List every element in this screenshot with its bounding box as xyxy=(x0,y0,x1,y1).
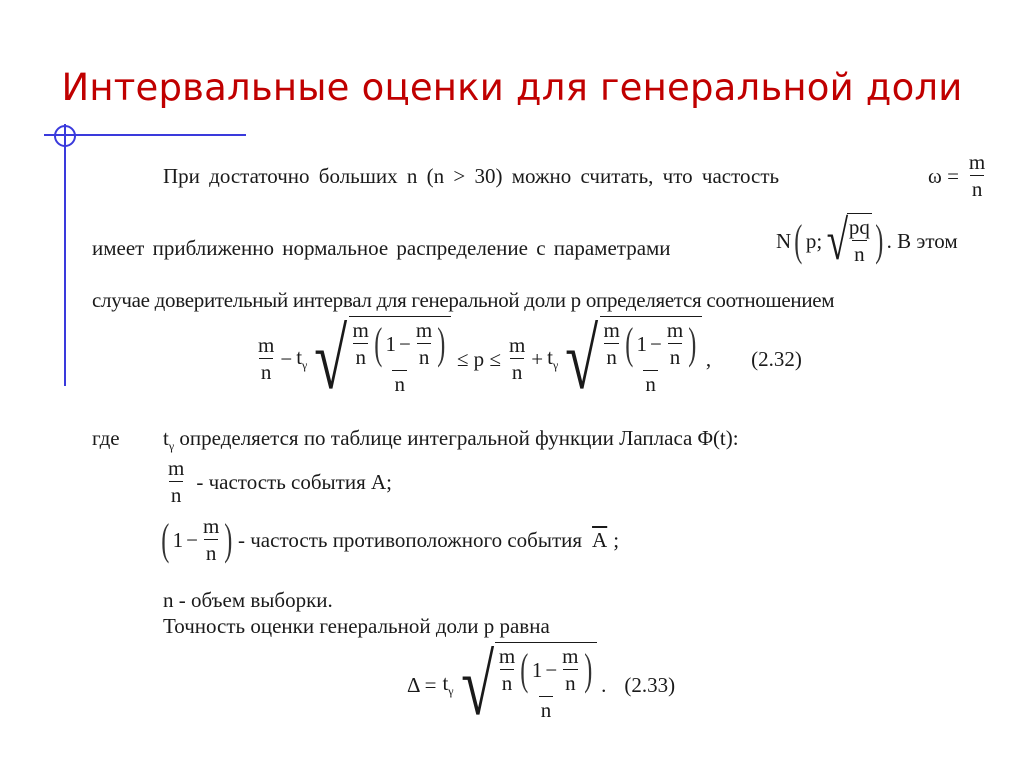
semicolon: ; xyxy=(613,527,620,552)
numerator: m xyxy=(168,456,185,480)
radicand xyxy=(495,642,597,728)
formula-omega xyxy=(928,152,987,200)
gamma-subscript: γ xyxy=(302,358,308,372)
where-t-definition: $t_\gamma$ определяется по таблице интегральной функции Лапласа Φ(t): xyxy=(163,426,739,453)
gamma-subscript: γ xyxy=(168,439,175,453)
denominator: n xyxy=(540,698,552,722)
minus-sign: − xyxy=(650,331,662,356)
numerator: m xyxy=(508,333,526,357)
precision-text: Точность оценки генеральной доли p равна xyxy=(163,614,550,638)
denominator: n xyxy=(170,483,182,507)
fraction-m-over-n xyxy=(201,516,221,564)
radical-sign: √ xyxy=(460,637,494,733)
definition-text: - частость противоположного события xyxy=(238,527,583,552)
left-paren: ( xyxy=(161,515,170,564)
numerator: m xyxy=(498,644,516,668)
sqrt-right xyxy=(558,311,702,407)
right-paren: ) xyxy=(875,216,884,265)
denominator: n xyxy=(205,541,217,565)
fraction-m-over-n xyxy=(497,646,517,694)
comma: , xyxy=(705,346,712,371)
fraction-m-over-n xyxy=(602,320,622,368)
radical-sign: √ xyxy=(314,311,348,407)
p-symbol: p; xyxy=(805,228,823,253)
one: 1 xyxy=(531,657,543,682)
radicand xyxy=(349,316,451,402)
decorative-vertical-line xyxy=(64,124,66,386)
fraction-m-over-n xyxy=(166,458,186,506)
N-symbol: N xyxy=(776,228,792,253)
t-symbol: t xyxy=(547,345,553,369)
minus-sign: − xyxy=(399,331,411,356)
formula-2-33 xyxy=(407,637,676,733)
delta-equals: Δ = xyxy=(407,672,437,697)
numerator: m xyxy=(603,318,620,342)
inner-numerator xyxy=(600,320,702,370)
denominator: n xyxy=(971,177,983,201)
radicand xyxy=(600,316,702,402)
gamma-subscript: γ xyxy=(448,684,454,698)
denominator: n xyxy=(645,372,656,396)
equation-label: (2.33) xyxy=(624,672,676,697)
radicand xyxy=(847,213,872,269)
paragraph-line-3: случае доверительный интервал для генеральной доли p определяется соотношением xyxy=(92,288,835,312)
fraction-m-over-n xyxy=(351,320,371,368)
definition-m-over-n xyxy=(166,458,392,506)
minus-sign: − xyxy=(280,346,293,371)
fraction-inner xyxy=(495,646,597,721)
numerator: m xyxy=(666,318,684,342)
fraction-m-over-n xyxy=(967,152,987,200)
left-paren: ( xyxy=(374,319,383,368)
numerator: m xyxy=(203,514,220,538)
minus-sign: − xyxy=(545,657,558,682)
denominator: n xyxy=(854,242,865,266)
t-gamma xyxy=(442,671,453,699)
denominator: n xyxy=(260,360,272,384)
definition-n: n - объем выборки. xyxy=(163,588,333,612)
fraction-m-over-n xyxy=(256,335,276,383)
right-paren: ) xyxy=(583,645,592,694)
sqrt xyxy=(454,637,598,733)
inner-numerator xyxy=(349,320,451,370)
left-paren: ( xyxy=(794,216,803,265)
denominator: n xyxy=(565,671,576,695)
definition-complement xyxy=(158,516,619,564)
formula-2-32 xyxy=(256,311,802,407)
one: 1 xyxy=(172,527,184,552)
numerator: m xyxy=(415,318,433,342)
fraction-inner xyxy=(349,320,451,395)
numerator: m xyxy=(258,333,275,357)
line2-tail: . В этом xyxy=(886,228,958,253)
t-gamma xyxy=(547,345,558,373)
fraction-inner xyxy=(600,320,702,395)
one: 1 xyxy=(385,331,397,356)
right-paren: ) xyxy=(224,515,233,564)
fraction-m-over-n xyxy=(414,320,434,368)
denominator: n xyxy=(394,372,405,396)
where-label: где xyxy=(92,426,120,450)
denominator: n xyxy=(669,345,681,369)
where-t-text: определяется по таблице интегральной функции Лапласа Φ(t): xyxy=(179,426,739,450)
t-symbol: t xyxy=(442,671,449,695)
denominator: n xyxy=(511,360,523,384)
slide-title: Интервальные оценки для генеральной доли xyxy=(61,66,963,109)
numerator: pq xyxy=(848,215,870,239)
paragraph-line-1: При достаточно больших n (n > 30) можно считать, что частость xyxy=(163,164,780,188)
denominator: n xyxy=(355,345,366,369)
numerator: m xyxy=(352,318,369,342)
right-paren: ) xyxy=(437,319,446,368)
radical-sign: √ xyxy=(826,210,849,272)
definition-text: - частость события A; xyxy=(196,469,392,494)
decorative-circle-icon xyxy=(54,125,76,147)
sqrt xyxy=(822,210,872,272)
fraction-m-over-n xyxy=(507,335,527,383)
one: 1 xyxy=(636,331,647,356)
period: . xyxy=(601,672,607,697)
t-symbol: t xyxy=(296,345,303,369)
fraction-m-over-n xyxy=(665,320,685,368)
omega-label: ω = xyxy=(928,163,959,188)
A-bar: $\overline{A}$ xyxy=(592,527,608,552)
numerator: m xyxy=(562,644,579,668)
numerator: m xyxy=(968,150,986,174)
inner-numerator xyxy=(495,646,597,696)
denominator: n xyxy=(418,345,430,369)
gamma-subscript: γ xyxy=(552,358,559,372)
formula-normal-distribution xyxy=(776,210,958,272)
denominator: n xyxy=(501,671,513,695)
radical-sign: √ xyxy=(565,311,599,407)
minus-sign: − xyxy=(186,527,198,552)
right-paren: ) xyxy=(688,319,697,368)
t-gamma xyxy=(296,345,307,373)
denominator: n xyxy=(606,345,617,369)
fraction-m-over-n xyxy=(560,646,580,694)
left-paren: ( xyxy=(520,645,529,694)
left-paren: ( xyxy=(625,319,634,368)
sqrt-left xyxy=(307,311,451,407)
plus-sign: + xyxy=(531,346,544,371)
equation-label: (2.32) xyxy=(751,346,802,371)
paragraph-line-2: имеет приближенно нормальное распределение с параметрами xyxy=(92,236,671,260)
inequality: ≤ p ≤ xyxy=(456,346,501,371)
fraction-pq-over-n xyxy=(847,217,872,265)
